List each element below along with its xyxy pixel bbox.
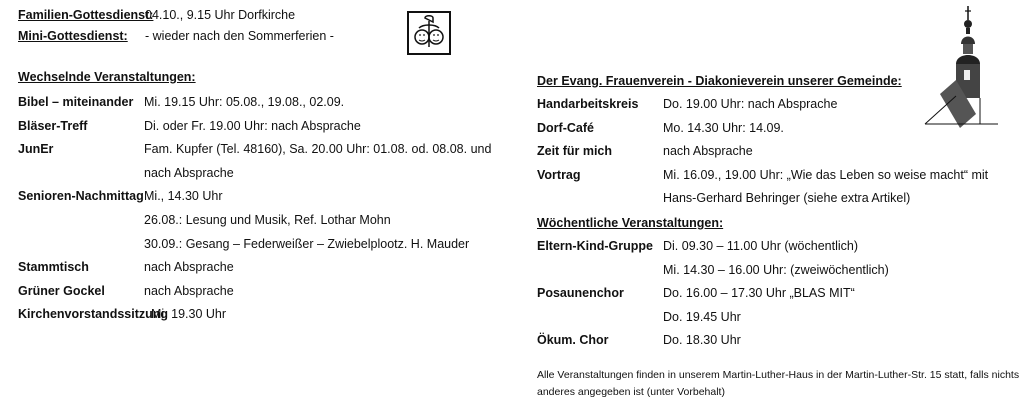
weekly-event-value: Di. 09.30 – 11.00 Uhr (wöchentlich) [663, 239, 859, 253]
left-event-value: nach Absprache [144, 165, 234, 180]
weekly-event-value: Do. 16.00 – 17.30 Uhr „BLAS MIT“ [663, 286, 855, 301]
left-event-label: Kirchenvorstandssitzung [18, 307, 169, 322]
mini-label: Mini-Gottesdienst: [18, 29, 128, 43]
mini-value: - wieder nach den Sommerferien - [145, 29, 334, 43]
familien-value: 04.10., 9.15 Uhr Dorfkirche [145, 8, 296, 22]
left-event-label: Bläser-Treff [18, 118, 88, 133]
left-event-value: 26.08.: Lesung und Musik, Ref. Lothar Mohn [144, 213, 391, 227]
weekly-event-label: Eltern-Kind-Gruppe [537, 239, 653, 253]
right-event-value: Mo. 14.30 Uhr: 14.09. [663, 120, 784, 135]
right-event-label: Handarbeitskreis [537, 97, 639, 111]
weekly-event-value: Do. 18.30 Uhr [663, 333, 741, 348]
weekly-event-label: Ökum. Chor [537, 333, 609, 348]
right-event-label: Vortrag [537, 167, 581, 182]
right-event-label: Zeit für mich [537, 144, 613, 159]
left-event-label: Stammtisch [18, 260, 89, 275]
right-event-value: Hans-Gerhard Behringer (siehe extra Artikel) [663, 191, 911, 206]
weekly-event-value: Mi. 14.30 – 16.00 Uhr: (zweiwöchentlich) [663, 262, 889, 277]
left-event-label: JunEr [18, 142, 54, 157]
left-event-value: Mi. 19.30 Uhr [151, 307, 227, 322]
left-event-value: Fam. Kupfer (Tel. 48160), Sa. 20.00 Uhr: 01.08. od. 08.08. und [144, 142, 492, 157]
frauenverein-heading: Der Evang. Frauenverein - Diakonieverein unserer Gemeinde: [537, 74, 902, 88]
left-event-value: nach Absprache [144, 283, 234, 298]
left-event-label: Senioren-Nachmittag [18, 189, 144, 204]
left-event-value: Mi., 14.30 Uhr [144, 189, 223, 204]
wechselnde-heading: Wechselnde Veranstaltungen: [18, 70, 196, 84]
right-event-value: Mi. 16.09., 19.00 Uhr: „Wie das Leben so weise macht“ mit [663, 167, 989, 182]
left-event-value: Di. oder Fr. 19.00 Uhr: nach Absprache [144, 118, 361, 133]
left-event-label: Grüner Gockel [18, 283, 105, 298]
church-tower-icon [920, 4, 1000, 128]
right-event-value: Do. 19.00 Uhr: nach Absprache [663, 97, 838, 111]
footnote-line-1: Alle Veranstaltungen finden in unserem Martin-Luther-Haus in der Martin-Luther-Str. 15 statt, falls nichts [537, 369, 1020, 381]
weekly-event-label: Posaunenchor [537, 286, 624, 301]
right-event-label: Dorf-Café [537, 120, 594, 135]
familien-label: Familien-Gottesdienst: [18, 8, 154, 22]
footnote-line-2: anderes angegeben ist (unter Vorbehalt) [537, 386, 725, 398]
left-event-value: 30.09.: Gesang – Federweißer – Zwiebelplootz. H. Mauder [144, 236, 470, 251]
left-event-value: nach Absprache [144, 260, 234, 275]
left-event-value: Mi. 19.15 Uhr: 05.08., 19.08., 02.09. [144, 95, 345, 109]
left-event-label: Bibel – miteinander [18, 95, 134, 109]
weekly-event-value: Do. 19.45 Uhr [663, 309, 741, 324]
family-worship-logo-icon [407, 11, 451, 55]
weekly-heading: Wöchentliche Veranstaltungen: [537, 216, 724, 230]
right-event-value: nach Absprache [663, 144, 753, 159]
